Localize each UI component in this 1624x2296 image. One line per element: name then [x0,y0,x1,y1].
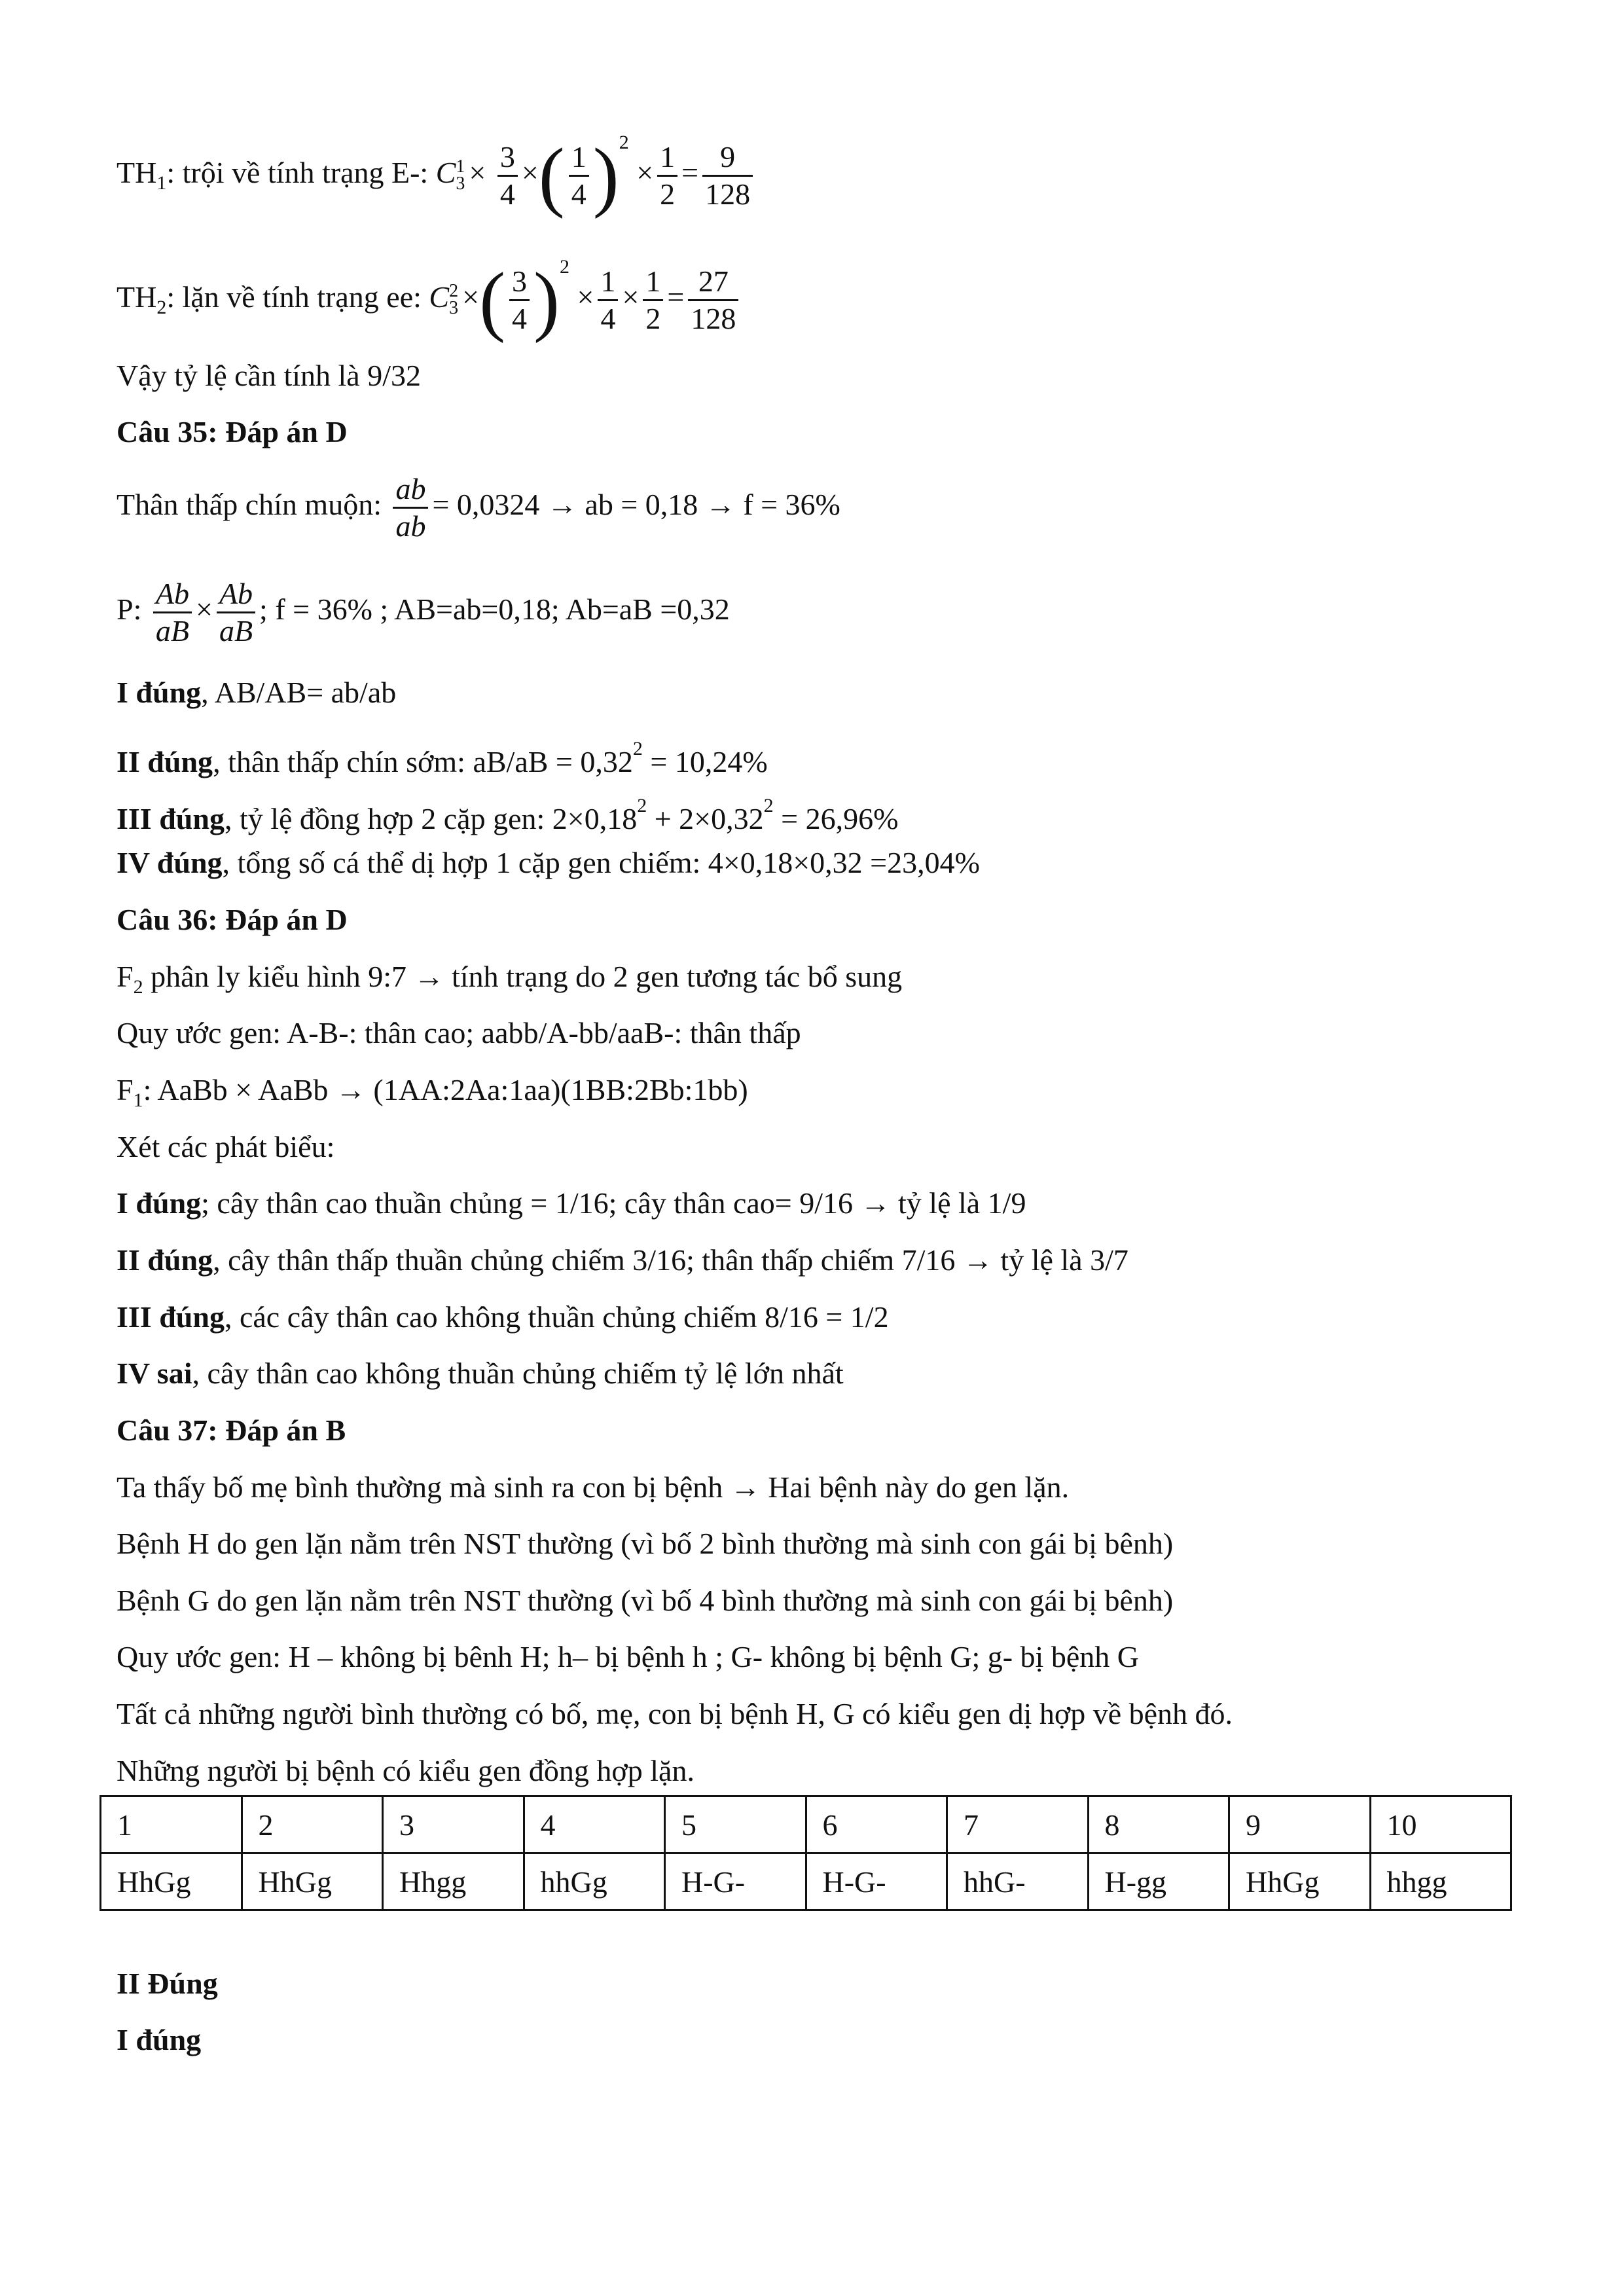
table-cell: H-G- [665,1853,806,1910]
th2-frac-2: $\frac{1}{4}$ [598,264,618,337]
table-cell: H-G- [806,1853,947,1910]
q37-l2: Bệnh H do gen lặn nằm trên NST thường (vì bố 2 bình thường mà sinh con gái bị bênh) [117,1527,1174,1560]
table-cell: 3 [383,1796,524,1853]
table-cell: hhGg [524,1853,665,1910]
q35-s4: IV đúng, tổng số cá thể dị hợp 1 cặp gen chiếm: 4×0,18×0,32 =23,04% [117,846,980,879]
q37-answer-2: I đúng [117,2023,202,2056]
table-row [101,1853,1511,1910]
q36-l4: Xét các phát biểu: [117,1130,335,1163]
q35-line1: Thân thấp chín muộn: $\frac{ab}{ab}$ = 0,0324 → ab = 0,18 → f = 36% [117,472,840,543]
q37-l1: Ta thấy bố mẹ bình thường mà sinh ra con bị bệnh → Hai bệnh này do gen lặn. [117,1470,1070,1504]
table-cell: hhG- [947,1853,1089,1910]
th1-frac-3: $\frac{1}{2}$ [657,139,677,212]
genotype-table [99,1795,1512,1911]
q36-s3: III đúng, các cây thân cao không thuần chủng chiếm 8/16 = 1/2 [117,1300,889,1334]
table-cell: 7 [947,1796,1089,1853]
table-cell: 5 [665,1796,806,1853]
th1-frac-1: $\frac{3}{4}$ [497,139,518,212]
q35-p-line: P: $\frac{Ab}{aB}$ × $\frac{Ab}{aB}$ ; f = 36% ; AB=ab=0,18; Ab=aB =0,32 [117,577,730,647]
q36-l1: $F_2$ phân ly kiểu hình 9:7 → tính trạng do 2 gen tương tác bổ sung [117,960,903,998]
table-cell: 8 [1088,1796,1229,1853]
table-cell: 10 [1370,1796,1511,1853]
q36-s1: I đúng; cây thân cao thuần chủng = 1/16; cây thân cao= 9/16 → tỷ lệ là 1/9 [117,1186,1026,1220]
table-cell: 1 [101,1796,242,1853]
table-cell: 4 [524,1796,665,1853]
q36-l3: $F_1$: AaBb × AaBb → (1AA:2Aa:1aa)(1BB:2Bb:1bb) [117,1073,748,1111]
table-cell: HhGg [101,1853,242,1910]
q36-title: Câu 36: Đáp án D [117,903,348,936]
table-cell: 9 [1229,1796,1371,1853]
table-cell: Hhgg [383,1853,524,1910]
q35-p-frac-2: $\frac{Ab}{aB}$ [217,576,255,649]
q35-frac: $\frac{ab}{ab}$ [393,471,428,544]
q36-l2: Quy ước gen: A-B-: thân cao; aabb/A-bb/aaB-: thân thấp [117,1016,801,1049]
table-cell: H-gg [1088,1853,1229,1910]
th2-frac-3: $\frac{1}{2}$ [643,264,663,337]
table-cell: 2 [242,1796,383,1853]
q37-title: Câu 37: Đáp án B [117,1413,346,1447]
q36-s4: IV sai, cây thân cao không thuần chủng chiếm tỷ lệ lớn nhất [117,1357,844,1390]
q36-s2: II đúng, cây thân thấp thuần chủng chiếm 3/16; thân thấp chiếm 7/16 → tỷ lệ là 3/7 [117,1243,1128,1277]
q35-s2: II đúng, thân thấp chín sớm: $aB/aB = 0,32^2 = 10,24\%$ [117,738,768,778]
q35-p-frac-1: $\frac{Ab}{aB}$ [153,576,192,649]
th1-line: $TH_1$: trội về tính trạng E-: C 1 3 × $\frac{3}{4}$ ×( $\frac{1}{4}$ )$^2$ × $\frac{1}{2}$ = $\frac{9}{128}$ [117,124,757,215]
th1-frac-2: $\frac{1}{4}$ [569,139,589,212]
q37-l5: Tất cả những người bình thường có bố, mẹ, con bị bệnh H, G có kiểu gen dị hợp về bệnh đó. [117,1697,1233,1730]
q37-answer-1: II Đúng [117,1967,218,2000]
q35-title: Câu 35: Đáp án D [117,415,348,448]
th1-result: $\frac{9}{128}$ [702,139,753,212]
conclusion-line: Vậy tỷ lệ cần tính là 9/32 [117,359,421,392]
q37-l3: Bệnh G do gen lặn nằm trên NST thường (vì bố 4 bình thường mà sinh con gái bị bênh) [117,1584,1174,1617]
th2-frac-1: $\frac{3}{4}$ [509,264,530,337]
q35-s3: III đúng, tỷ lệ đồng hợp 2 cặp gen: $2\times 0,18^2 + 2\times 0,32^2 = 26,96\%$ [117,795,899,835]
table-cell: hhgg [1370,1853,1511,1910]
table-cell: 6 [806,1796,947,1853]
th2-line: $TH_2$: lặn về tính trạng ee: C 2 3 ×( $\frac{3}{4}$ )$^2$ × $\frac{1}{4}$ × $\frac{1}{2}$ = $\frac{27}{128}$ [117,249,742,339]
table-cell: HhGg [1229,1853,1371,1910]
table-header-row [101,1796,1511,1853]
q35-s1: I đúng, AB/AB= ab/ab [117,676,397,709]
q37-l6: Những người bị bệnh có kiểu gen đồng hợp lặn. [117,1754,695,1787]
q37-l4: Quy ước gen: H – không bị bênh H; h– bị bệnh h ; G- không bị bệnh G; g- bị bệnh G [117,1640,1139,1673]
table-cell: HhGg [242,1853,383,1910]
th2-result: $\frac{27}{128}$ [688,264,738,337]
